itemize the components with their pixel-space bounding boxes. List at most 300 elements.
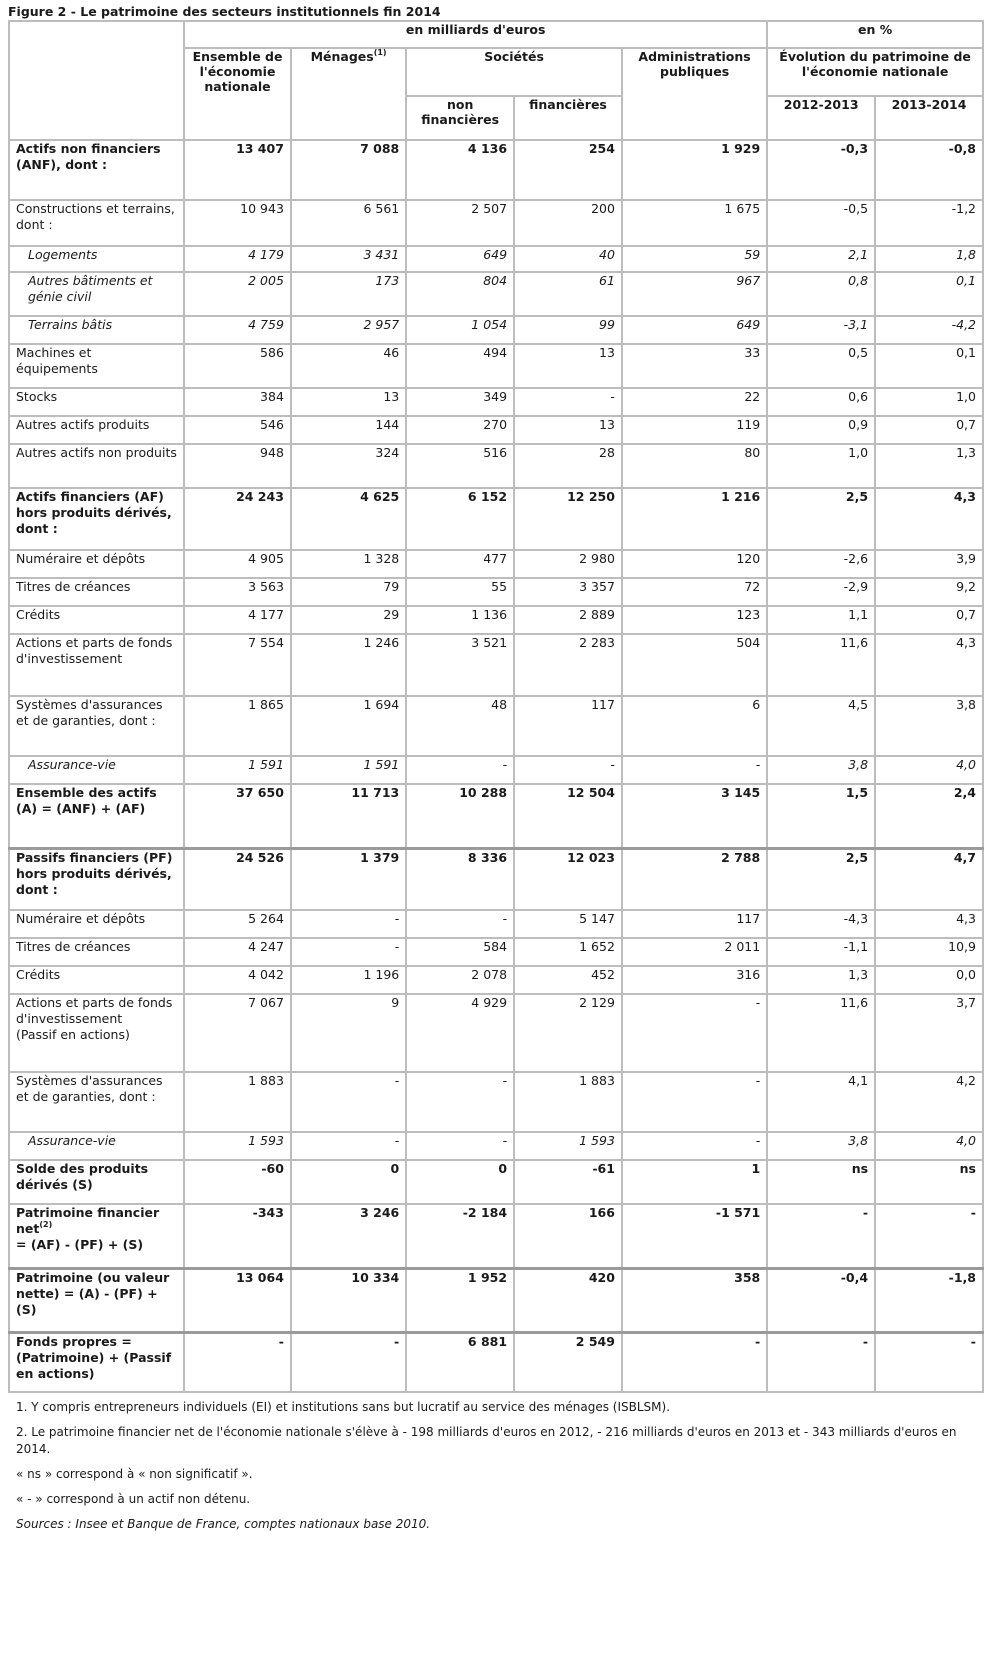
header-evolution: Évolution du patrimoine de l'économie nationale bbox=[767, 48, 983, 96]
row-label-text: Assurance-vie bbox=[28, 1133, 116, 1148]
cell-apu: 358 bbox=[622, 1268, 767, 1332]
cell-evol-2013-2014: -1,8 bbox=[875, 1268, 983, 1332]
table-row bbox=[9, 416, 983, 444]
table-row bbox=[9, 696, 983, 756]
cell-evol-2013-2014: - bbox=[875, 1204, 983, 1268]
row-label-text: Patrimoine (ou valeur nette) = (A) - (PF) + (S) bbox=[16, 1269, 170, 1317]
cell-apu: -1 571 bbox=[622, 1204, 767, 1268]
cell-apu: 117 bbox=[622, 910, 767, 938]
cell-menages: 6 561 bbox=[291, 200, 406, 246]
cell-non-financieres: 270 bbox=[406, 416, 514, 444]
cell-evol-2012-2013: ns bbox=[767, 1160, 875, 1204]
cell-evol-2013-2014: 0,0 bbox=[875, 966, 983, 994]
cell-evol-2013-2014: 4,7 bbox=[875, 848, 983, 910]
cell-evol-2012-2013: 0,5 bbox=[767, 344, 875, 388]
cell-ensemble: -60 bbox=[184, 1160, 291, 1204]
row-label-text: Systèmes d'assurances et de garanties, dont : bbox=[16, 697, 163, 728]
table-body bbox=[9, 140, 983, 1392]
cell-non-financieres: 4 136 bbox=[406, 140, 514, 200]
cell-apu: 72 bbox=[622, 578, 767, 606]
cell-apu: 649 bbox=[622, 316, 767, 344]
cell-financieres: 1 593 bbox=[514, 1132, 622, 1160]
cell-menages: 2 957 bbox=[291, 316, 406, 344]
cell-non-financieres: 6 881 bbox=[406, 1332, 514, 1392]
table-row bbox=[9, 634, 983, 696]
cell-ensemble: 24 526 bbox=[184, 848, 291, 910]
cell-ensemble: 1 865 bbox=[184, 696, 291, 756]
cell-evol-2013-2014: 4,3 bbox=[875, 488, 983, 550]
table-row bbox=[9, 388, 983, 416]
cell-non-financieres: 584 bbox=[406, 938, 514, 966]
cell-menages: 324 bbox=[291, 444, 406, 488]
header-non-financieres: non financières bbox=[406, 96, 514, 140]
cell-evol-2012-2013: 2,5 bbox=[767, 848, 875, 910]
row-label-text: Autres actifs produits bbox=[16, 417, 150, 432]
cell-menages: 0 bbox=[291, 1160, 406, 1204]
cell-evol-2013-2014: 4,3 bbox=[875, 910, 983, 938]
note-ns: « ns » correspond à « non significatif ». bbox=[16, 1467, 253, 1481]
cell-apu: - bbox=[622, 1072, 767, 1132]
cell-evol-2013-2014: -1,2 bbox=[875, 200, 983, 246]
cell-apu: - bbox=[622, 1132, 767, 1160]
cell-evol-2013-2014: 0,7 bbox=[875, 416, 983, 444]
row-label-formula: (Passif en actions) bbox=[16, 1027, 130, 1042]
cell-financieres: 12 250 bbox=[514, 488, 622, 550]
cell-apu: 1 216 bbox=[622, 488, 767, 550]
row-label-text: Crédits bbox=[16, 607, 61, 622]
figure-title: Figure 2 - Le patrimoine des secteurs institutionnels fin 2014 bbox=[8, 4, 441, 19]
cell-evol-2013-2014: - bbox=[875, 1332, 983, 1392]
cell-evol-2012-2013: -2,6 bbox=[767, 550, 875, 578]
cell-evol-2013-2014: 9,2 bbox=[875, 578, 983, 606]
table-row bbox=[9, 1204, 983, 1268]
cell-menages: 1 379 bbox=[291, 848, 406, 910]
row-label-text: Actions et parts de fonds d'investissement bbox=[16, 635, 173, 666]
row-label-text: Assurance-vie bbox=[28, 757, 116, 772]
row-label-text: Ensemble des actifs bbox=[16, 785, 157, 800]
patrimoine-table bbox=[8, 20, 984, 1393]
cell-financieres: 12 023 bbox=[514, 848, 622, 910]
cell-ensemble: 4 179 bbox=[184, 246, 291, 272]
cell-apu: 2 011 bbox=[622, 938, 767, 966]
cell-financieres: 61 bbox=[514, 272, 622, 316]
row-label bbox=[9, 550, 184, 578]
cell-non-financieres: - bbox=[406, 756, 514, 784]
cell-menages: 13 bbox=[291, 388, 406, 416]
note-2: 2. Le patrimoine financier net de l'économie nationale s'élève à - 198 milliards d'euros en 2012, - 216 milliards d'euros en 2013 et - 343 milliards d'euros en 2014. bbox=[16, 1425, 957, 1456]
cell-ensemble: -343 bbox=[184, 1204, 291, 1268]
table-row bbox=[9, 1160, 983, 1204]
cell-evol-2013-2014: 2,4 bbox=[875, 784, 983, 848]
header-unit-pct: en % bbox=[767, 21, 983, 48]
row-label bbox=[9, 966, 184, 994]
cell-ensemble: 1 883 bbox=[184, 1072, 291, 1132]
cell-evol-2012-2013: -0,5 bbox=[767, 200, 875, 246]
cell-non-financieres: 516 bbox=[406, 444, 514, 488]
cell-evol-2012-2013: -2,9 bbox=[767, 578, 875, 606]
cell-menages: 4 625 bbox=[291, 488, 406, 550]
cell-evol-2012-2013: - bbox=[767, 1204, 875, 1268]
cell-menages: - bbox=[291, 1072, 406, 1132]
cell-non-financieres: 804 bbox=[406, 272, 514, 316]
row-label-text: Machines et équipements bbox=[16, 345, 98, 376]
cell-non-financieres: 494 bbox=[406, 344, 514, 388]
cell-financieres: 420 bbox=[514, 1268, 622, 1332]
cell-menages: 1 591 bbox=[291, 756, 406, 784]
cell-ensemble: 384 bbox=[184, 388, 291, 416]
table-row bbox=[9, 994, 983, 1072]
cell-evol-2013-2014: 4,2 bbox=[875, 1072, 983, 1132]
row-label bbox=[9, 606, 184, 634]
row-label bbox=[9, 784, 184, 848]
cell-evol-2013-2014: 1,3 bbox=[875, 444, 983, 488]
row-label bbox=[9, 344, 184, 388]
cell-evol-2012-2013: - bbox=[767, 1332, 875, 1392]
cell-ensemble: 10 943 bbox=[184, 200, 291, 246]
header-unit-milliards: en milliards d'euros bbox=[184, 21, 767, 48]
cell-financieres: 99 bbox=[514, 316, 622, 344]
cell-apu: 80 bbox=[622, 444, 767, 488]
cell-ensemble: 948 bbox=[184, 444, 291, 488]
cell-non-financieres: 10 288 bbox=[406, 784, 514, 848]
cell-menages: 29 bbox=[291, 606, 406, 634]
cell-menages: 3 431 bbox=[291, 246, 406, 272]
cell-financieres: 40 bbox=[514, 246, 622, 272]
cell-non-financieres: 55 bbox=[406, 578, 514, 606]
cell-non-financieres: - bbox=[406, 1072, 514, 1132]
cell-apu: 3 145 bbox=[622, 784, 767, 848]
row-label-text: Patrimoine financier net bbox=[16, 1205, 160, 1236]
cell-evol-2012-2013: -3,1 bbox=[767, 316, 875, 344]
table-row bbox=[9, 606, 983, 634]
cell-apu: 2 788 bbox=[622, 848, 767, 910]
note-dash: « - » correspond à un actif non détenu. bbox=[16, 1492, 251, 1506]
cell-menages: 11 713 bbox=[291, 784, 406, 848]
cell-ensemble: 13 064 bbox=[184, 1268, 291, 1332]
cell-financieres: 5 147 bbox=[514, 910, 622, 938]
note-1: 1. Y compris entrepreneurs individuels (EI) et institutions sans but lucratif au service des ménages (ISBLSM). bbox=[16, 1400, 671, 1414]
cell-evol-2012-2013: 0,8 bbox=[767, 272, 875, 316]
table-row bbox=[9, 550, 983, 578]
cell-non-financieres: 349 bbox=[406, 388, 514, 416]
row-label-text: Stocks bbox=[16, 389, 58, 404]
cell-apu: 123 bbox=[622, 606, 767, 634]
cell-menages: 1 328 bbox=[291, 550, 406, 578]
cell-menages: - bbox=[291, 1332, 406, 1392]
row-label-text: Numéraire et dépôts bbox=[16, 551, 146, 566]
cell-financieres: 2 129 bbox=[514, 994, 622, 1072]
cell-financieres: 452 bbox=[514, 966, 622, 994]
row-label bbox=[9, 1268, 184, 1332]
row-label bbox=[9, 488, 184, 550]
cell-ensemble: - bbox=[184, 1332, 291, 1392]
cell-ensemble: 2 005 bbox=[184, 272, 291, 316]
row-label bbox=[9, 316, 184, 344]
cell-apu: - bbox=[622, 1332, 767, 1392]
table-row bbox=[9, 938, 983, 966]
row-label bbox=[9, 848, 184, 910]
cell-financieres: 117 bbox=[514, 696, 622, 756]
table-row bbox=[9, 246, 983, 272]
cell-ensemble: 37 650 bbox=[184, 784, 291, 848]
cell-non-financieres: 2 507 bbox=[406, 200, 514, 246]
cell-evol-2013-2014: 4,0 bbox=[875, 756, 983, 784]
cell-menages: 144 bbox=[291, 416, 406, 444]
cell-evol-2012-2013: -4,3 bbox=[767, 910, 875, 938]
header-menages-note: (1) bbox=[373, 48, 387, 57]
row-label bbox=[9, 634, 184, 696]
row-label bbox=[9, 416, 184, 444]
table-row bbox=[9, 444, 983, 488]
cell-evol-2012-2013: 4,1 bbox=[767, 1072, 875, 1132]
row-label bbox=[9, 994, 184, 1072]
header-apu: Administrations publiques bbox=[622, 48, 767, 140]
cell-financieres: 166 bbox=[514, 1204, 622, 1268]
cell-financieres: -61 bbox=[514, 1160, 622, 1204]
cell-menages: 173 bbox=[291, 272, 406, 316]
row-label-text: Actifs financiers (AF) hors produits dérivés, dont : bbox=[16, 489, 172, 536]
cell-ensemble: 3 563 bbox=[184, 578, 291, 606]
cell-non-financieres: 48 bbox=[406, 696, 514, 756]
cell-evol-2013-2014: 1,0 bbox=[875, 388, 983, 416]
row-label-text: Autres actifs non produits bbox=[16, 445, 177, 460]
cell-evol-2013-2014: 3,7 bbox=[875, 994, 983, 1072]
cell-financieres: 13 bbox=[514, 344, 622, 388]
cell-evol-2013-2014: 4,3 bbox=[875, 634, 983, 696]
cell-non-financieres: 1 054 bbox=[406, 316, 514, 344]
cell-ensemble: 7 554 bbox=[184, 634, 291, 696]
row-label-text: Fonds propres = (Patrimoine) + (Passif en actions) bbox=[16, 1333, 172, 1381]
table-row bbox=[9, 756, 983, 784]
table-row bbox=[9, 344, 983, 388]
cell-menages: 79 bbox=[291, 578, 406, 606]
cell-non-financieres: 6 152 bbox=[406, 488, 514, 550]
cell-evol-2012-2013: 2,5 bbox=[767, 488, 875, 550]
cell-evol-2012-2013: 4,5 bbox=[767, 696, 875, 756]
cell-financieres: 1 652 bbox=[514, 938, 622, 966]
table-row bbox=[9, 578, 983, 606]
cell-apu: 1 675 bbox=[622, 200, 767, 246]
row-label bbox=[9, 1204, 184, 1268]
cell-evol-2012-2013: -1,1 bbox=[767, 938, 875, 966]
cell-financieres: 28 bbox=[514, 444, 622, 488]
row-label-text: Logements bbox=[28, 247, 98, 262]
table-row bbox=[9, 488, 983, 550]
cell-ensemble: 4 177 bbox=[184, 606, 291, 634]
header-menages-label: Ménages bbox=[310, 49, 374, 64]
row-label-text: Solde des produits dérivés (S) bbox=[16, 1161, 149, 1192]
row-label-text: Actions et parts de fonds d'investissement bbox=[16, 995, 173, 1026]
row-label-text: Titres de créances bbox=[16, 579, 131, 594]
cell-financieres: 2 549 bbox=[514, 1332, 622, 1392]
cell-apu: 504 bbox=[622, 634, 767, 696]
row-label bbox=[9, 444, 184, 488]
table-row bbox=[9, 1072, 983, 1132]
cell-financieres: 254 bbox=[514, 140, 622, 200]
cell-ensemble: 7 067 bbox=[184, 994, 291, 1072]
table-row bbox=[9, 140, 983, 200]
cell-evol-2012-2013: 0,6 bbox=[767, 388, 875, 416]
cell-menages: 1 246 bbox=[291, 634, 406, 696]
cell-non-financieres: 0 bbox=[406, 1160, 514, 1204]
cell-non-financieres: 477 bbox=[406, 550, 514, 578]
row-label bbox=[9, 938, 184, 966]
cell-financieres: - bbox=[514, 388, 622, 416]
cell-evol-2012-2013: 1,3 bbox=[767, 966, 875, 994]
cell-apu: - bbox=[622, 994, 767, 1072]
cell-financieres: 1 883 bbox=[514, 1072, 622, 1132]
row-label bbox=[9, 756, 184, 784]
cell-ensemble: 4 247 bbox=[184, 938, 291, 966]
table-row bbox=[9, 1132, 983, 1160]
cell-evol-2012-2013: 1,0 bbox=[767, 444, 875, 488]
row-label-text: Constructions et terrains, dont : bbox=[16, 201, 175, 232]
cell-evol-2012-2013: 0,9 bbox=[767, 416, 875, 444]
cell-financieres: 200 bbox=[514, 200, 622, 246]
cell-apu: 22 bbox=[622, 388, 767, 416]
table-row bbox=[9, 200, 983, 246]
row-label bbox=[9, 1332, 184, 1392]
cell-menages: - bbox=[291, 910, 406, 938]
cell-ensemble: 24 243 bbox=[184, 488, 291, 550]
cell-financieres: 12 504 bbox=[514, 784, 622, 848]
row-label-note: (2) bbox=[39, 1220, 53, 1229]
cell-apu: 59 bbox=[622, 246, 767, 272]
header-corner bbox=[9, 21, 184, 140]
table-row bbox=[9, 1268, 983, 1332]
row-label bbox=[9, 1160, 184, 1204]
cell-non-financieres: 649 bbox=[406, 246, 514, 272]
cell-menages: 3 246 bbox=[291, 1204, 406, 1268]
cell-menages: 1 694 bbox=[291, 696, 406, 756]
table-row bbox=[9, 910, 983, 938]
header-societes: Sociétés bbox=[406, 48, 622, 96]
cell-menages: 46 bbox=[291, 344, 406, 388]
row-label bbox=[9, 140, 184, 200]
cell-ensemble: 1 593 bbox=[184, 1132, 291, 1160]
cell-non-financieres: 8 336 bbox=[406, 848, 514, 910]
cell-apu: 6 bbox=[622, 696, 767, 756]
cell-ensemble: 546 bbox=[184, 416, 291, 444]
cell-evol-2012-2013: -0,4 bbox=[767, 1268, 875, 1332]
cell-evol-2013-2014: 3,8 bbox=[875, 696, 983, 756]
cell-apu: 967 bbox=[622, 272, 767, 316]
cell-evol-2012-2013: 3,8 bbox=[767, 756, 875, 784]
cell-non-financieres: 3 521 bbox=[406, 634, 514, 696]
cell-ensemble: 5 264 bbox=[184, 910, 291, 938]
header-financieres: financières bbox=[514, 96, 622, 140]
row-label bbox=[9, 696, 184, 756]
header-year-2: 2013-2014 bbox=[875, 96, 983, 140]
cell-ensemble: 586 bbox=[184, 344, 291, 388]
cell-menages: - bbox=[291, 1132, 406, 1160]
row-label-text: Titres de créances bbox=[16, 939, 131, 954]
note-sources: Sources : Insee et Banque de France, comptes nationaux base 2010. bbox=[16, 1517, 431, 1531]
cell-financieres: 3 357 bbox=[514, 578, 622, 606]
cell-apu: 316 bbox=[622, 966, 767, 994]
row-label bbox=[9, 578, 184, 606]
cell-financieres: - bbox=[514, 756, 622, 784]
cell-ensemble: 4 905 bbox=[184, 550, 291, 578]
cell-apu: 33 bbox=[622, 344, 767, 388]
cell-evol-2012-2013: 1,1 bbox=[767, 606, 875, 634]
table-row bbox=[9, 316, 983, 344]
cell-non-financieres: 1 952 bbox=[406, 1268, 514, 1332]
cell-apu: - bbox=[622, 756, 767, 784]
cell-menages: - bbox=[291, 938, 406, 966]
cell-evol-2013-2014: ns bbox=[875, 1160, 983, 1204]
cell-evol-2012-2013: -0,3 bbox=[767, 140, 875, 200]
cell-non-financieres: 4 929 bbox=[406, 994, 514, 1072]
cell-evol-2012-2013: 11,6 bbox=[767, 634, 875, 696]
cell-financieres: 2 980 bbox=[514, 550, 622, 578]
row-label bbox=[9, 1072, 184, 1132]
row-label bbox=[9, 246, 184, 272]
cell-evol-2012-2013: 2,1 bbox=[767, 246, 875, 272]
cell-non-financieres: 2 078 bbox=[406, 966, 514, 994]
cell-ensemble: 1 591 bbox=[184, 756, 291, 784]
cell-evol-2012-2013: 3,8 bbox=[767, 1132, 875, 1160]
cell-evol-2013-2014: 3,9 bbox=[875, 550, 983, 578]
cell-non-financieres: - bbox=[406, 1132, 514, 1160]
table-row bbox=[9, 848, 983, 910]
cell-menages: 7 088 bbox=[291, 140, 406, 200]
row-label bbox=[9, 1132, 184, 1160]
cell-evol-2012-2013: 11,6 bbox=[767, 994, 875, 1072]
cell-ensemble: 4 042 bbox=[184, 966, 291, 994]
header-year-1: 2012-2013 bbox=[767, 96, 875, 140]
table-row bbox=[9, 966, 983, 994]
cell-financieres: 2 283 bbox=[514, 634, 622, 696]
cell-evol-2013-2014: -0,8 bbox=[875, 140, 983, 200]
header-ensemble: Ensemble de l'économie nationale bbox=[184, 48, 291, 140]
cell-evol-2012-2013: 1,5 bbox=[767, 784, 875, 848]
cell-financieres: 2 889 bbox=[514, 606, 622, 634]
cell-evol-2013-2014: 0,1 bbox=[875, 272, 983, 316]
cell-non-financieres: 1 136 bbox=[406, 606, 514, 634]
row-label bbox=[9, 388, 184, 416]
row-label-formula: (A) = (ANF) + (AF) bbox=[16, 801, 146, 816]
cell-apu: 1 bbox=[622, 1160, 767, 1204]
cell-evol-2013-2014: 4,0 bbox=[875, 1132, 983, 1160]
row-label-text: Numéraire et dépôts bbox=[16, 911, 146, 926]
cell-apu: 119 bbox=[622, 416, 767, 444]
row-label-formula: = (AF) - (PF) + (S) bbox=[16, 1237, 144, 1252]
table-row bbox=[9, 1332, 983, 1392]
cell-non-financieres: - bbox=[406, 910, 514, 938]
row-label-text: Passifs financiers (PF) hors produits dérivés, dont : bbox=[16, 849, 173, 897]
row-label bbox=[9, 200, 184, 246]
cell-evol-2013-2014: -4,2 bbox=[875, 316, 983, 344]
cell-apu: 1 929 bbox=[622, 140, 767, 200]
cell-menages: 10 334 bbox=[291, 1268, 406, 1332]
cell-evol-2013-2014: 0,1 bbox=[875, 344, 983, 388]
cell-ensemble: 13 407 bbox=[184, 140, 291, 200]
row-label-text: Systèmes d'assurances et de garanties, dont : bbox=[16, 1073, 163, 1104]
cell-menages: 9 bbox=[291, 994, 406, 1072]
cell-evol-2013-2014: 0,7 bbox=[875, 606, 983, 634]
cell-evol-2013-2014: 10,9 bbox=[875, 938, 983, 966]
cell-menages: 1 196 bbox=[291, 966, 406, 994]
cell-evol-2013-2014: 1,8 bbox=[875, 246, 983, 272]
row-label-text: Crédits bbox=[16, 967, 61, 982]
notes bbox=[8, 1399, 968, 1533]
cell-ensemble: 4 759 bbox=[184, 316, 291, 344]
cell-apu: 120 bbox=[622, 550, 767, 578]
row-label bbox=[9, 272, 184, 316]
cell-financieres: 13 bbox=[514, 416, 622, 444]
row-label-text: Autres bâtiments et génie civil bbox=[28, 273, 153, 304]
